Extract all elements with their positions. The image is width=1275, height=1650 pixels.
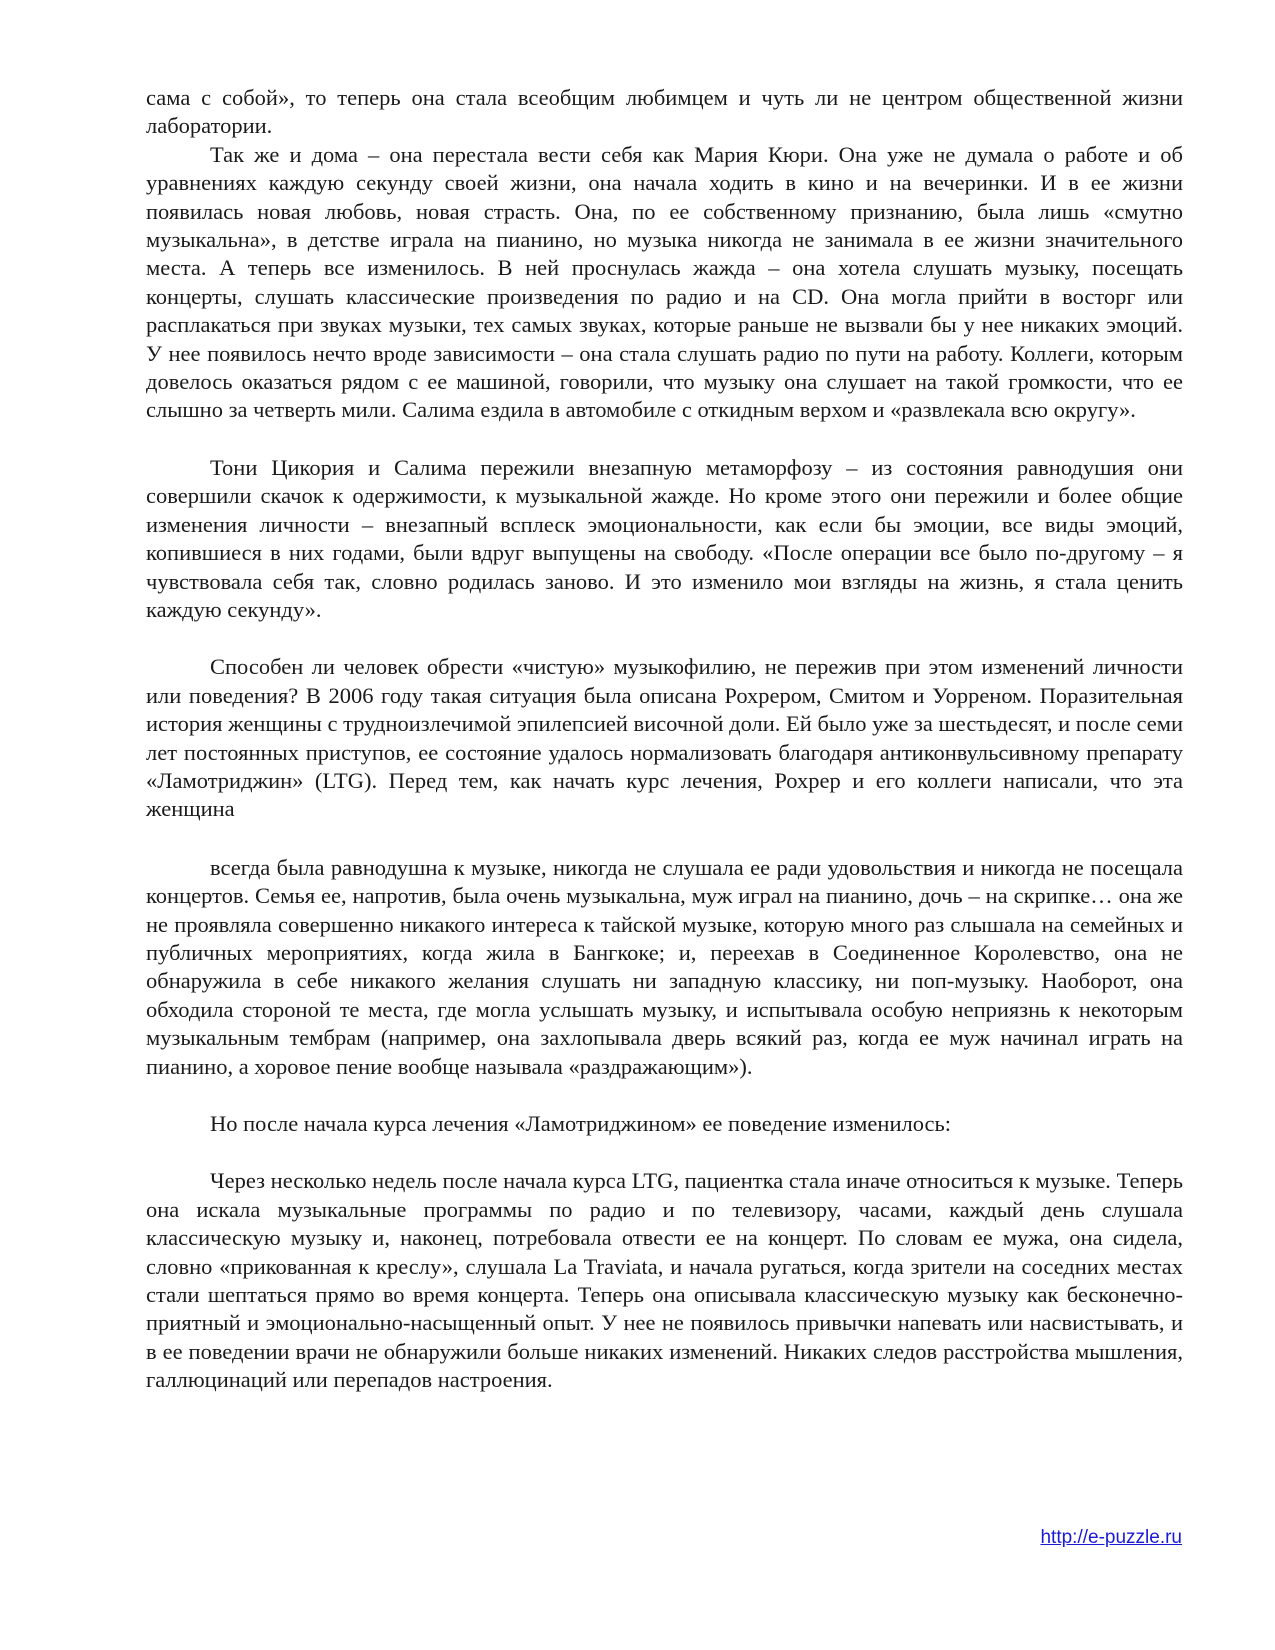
paragraph-3: Тони Цикория и Салима пережили внезапную метаморфозу – из состояния равнодушия они совершили скачок к одержимости, к музыкальной жажде. Но кроме этого они пережили и более общие изменения личности – внезапный всплеск эмоциональности, как если бы эмоции, все виды эмоций, копившиеся в них годами, были вдруг выпущены на свободу. «После операции все было по-другому – я чувствовала себя так, словно родилась заново. И это изменило мои взгляды на жизнь, я стала ценить каждую секунду». [146,454,1183,622]
paragraph-4: Способен ли человек обрести «чистую» музыкофилию, не пережив при этом изменений личности или поведения? В 2006 году такая ситуация была описана Рохрером, Смитом и Уорреном. Поразительная история женщины с трудноизлечимой эпилепсией височной доли. Ей было уже за шестьдесят, и после семи лет постоянных приступов, ее состояние удалось нормализовать благодаря антиконвульсивному препарату «Ламотриджин» (LTG). Перед тем, как начать курс лечения, Рохрер и его коллеги написали, что эта женщина [146,654,1183,822]
document-body [146,84,1183,1395]
footer-site-link[interactable]: http://e-puzzle.ru [1040,1527,1182,1548]
block-quote-2: Через несколько недель после начала курса LTG, пациентка стала иначе относиться к музыке. Теперь она искала музыкальные программы по радио и по телевизору, часами, каждый день слушала классическую музыку и, наконец, потребовала отвести ее на концерт. По словам ее мужа, она сидела, словно «прикованная к креслу», слушала La Traviata, и начала ругаться, когда зрители на соседних местах стали шептаться прямо во время концерта. Теперь она описывала классическую музыку как бесконечно-приятный и эмоционально-насыщенный опыт. У нее не появилось привычки напевать или насвистывать, и в ее поведении врачи не обнаружили больше никаких изменений. Никаких следов расстройства мышления, галлюцинаций или перепадов настроения. [146,1168,1183,1393]
paragraph-2: Так же и дома – она перестала вести себя как Мария Кюри. Она уже не думала о работе и об уравнениях каждую секунду своей жизни, она начала ходить в кино и на вечеринки. И в ее жизни появилась новая любовь, новая страсть. Она, по ее собственному признанию, была лишь «смутно музыкальна», в детстве играла на пианино, но музыка никогда не занимала в ее жизни значительного места. А теперь все изменилось. В ней проснулась жажда – она хотела слушать музыку, посещать концерты, слушать классические произведения по радио и на CD. Она могла прийти в восторг или расплакаться при звуках музыки, тех самых звуках, которые раньше не вызвали бы у нее никаких эмоций. У нее появилось нечто вроде зависимости – она стала слушать радио по пути на работу. Коллеги, которым довелось оказаться рядом с ее машиной, говорили, что музыку она слушает на такой громкости, что ее слышно за четверть мили. Салима ездила в автомобиле с откидным верхом и «развлекала всю округу». [146,141,1183,423]
paragraph-5: Но после начала курса лечения «Ламотриджином» ее поведение изменилось: [210,1111,952,1136]
paragraph-1: сама с собой», то теперь она стала всеобщим любимцем и чуть ли не центром общественной жизни лаборатории. [146,85,1183,139]
block-quote-1: всегда была равнодушна к музыке, никогда не слушала ее ради удовольствия и никогда не посещала концертов. Семья ее, напротив, была очень музыкальна, муж играл на пианино, дочь – на скрипке… она же не проявляла совершенно никакого интереса к тайской музыке, которую много раз слышала на семейных и публичных мероприятиях, когда жила в Бангкоке; и, переехав в Соединенное Королевство, она не обнаружила в себе никакого желания слушать ни западную классику, ни поп-музыку. Наоборот, она обходила стороной те места, где могла услышать музыку, и испытывала особую неприязнь к некоторым музыкальным тембрам (например, она захлопывала дверь всякий раз, когда ее муж начинал играть на пианино, а хоровое пение вообще называла «раздражающим»). [146,854,1183,1079]
